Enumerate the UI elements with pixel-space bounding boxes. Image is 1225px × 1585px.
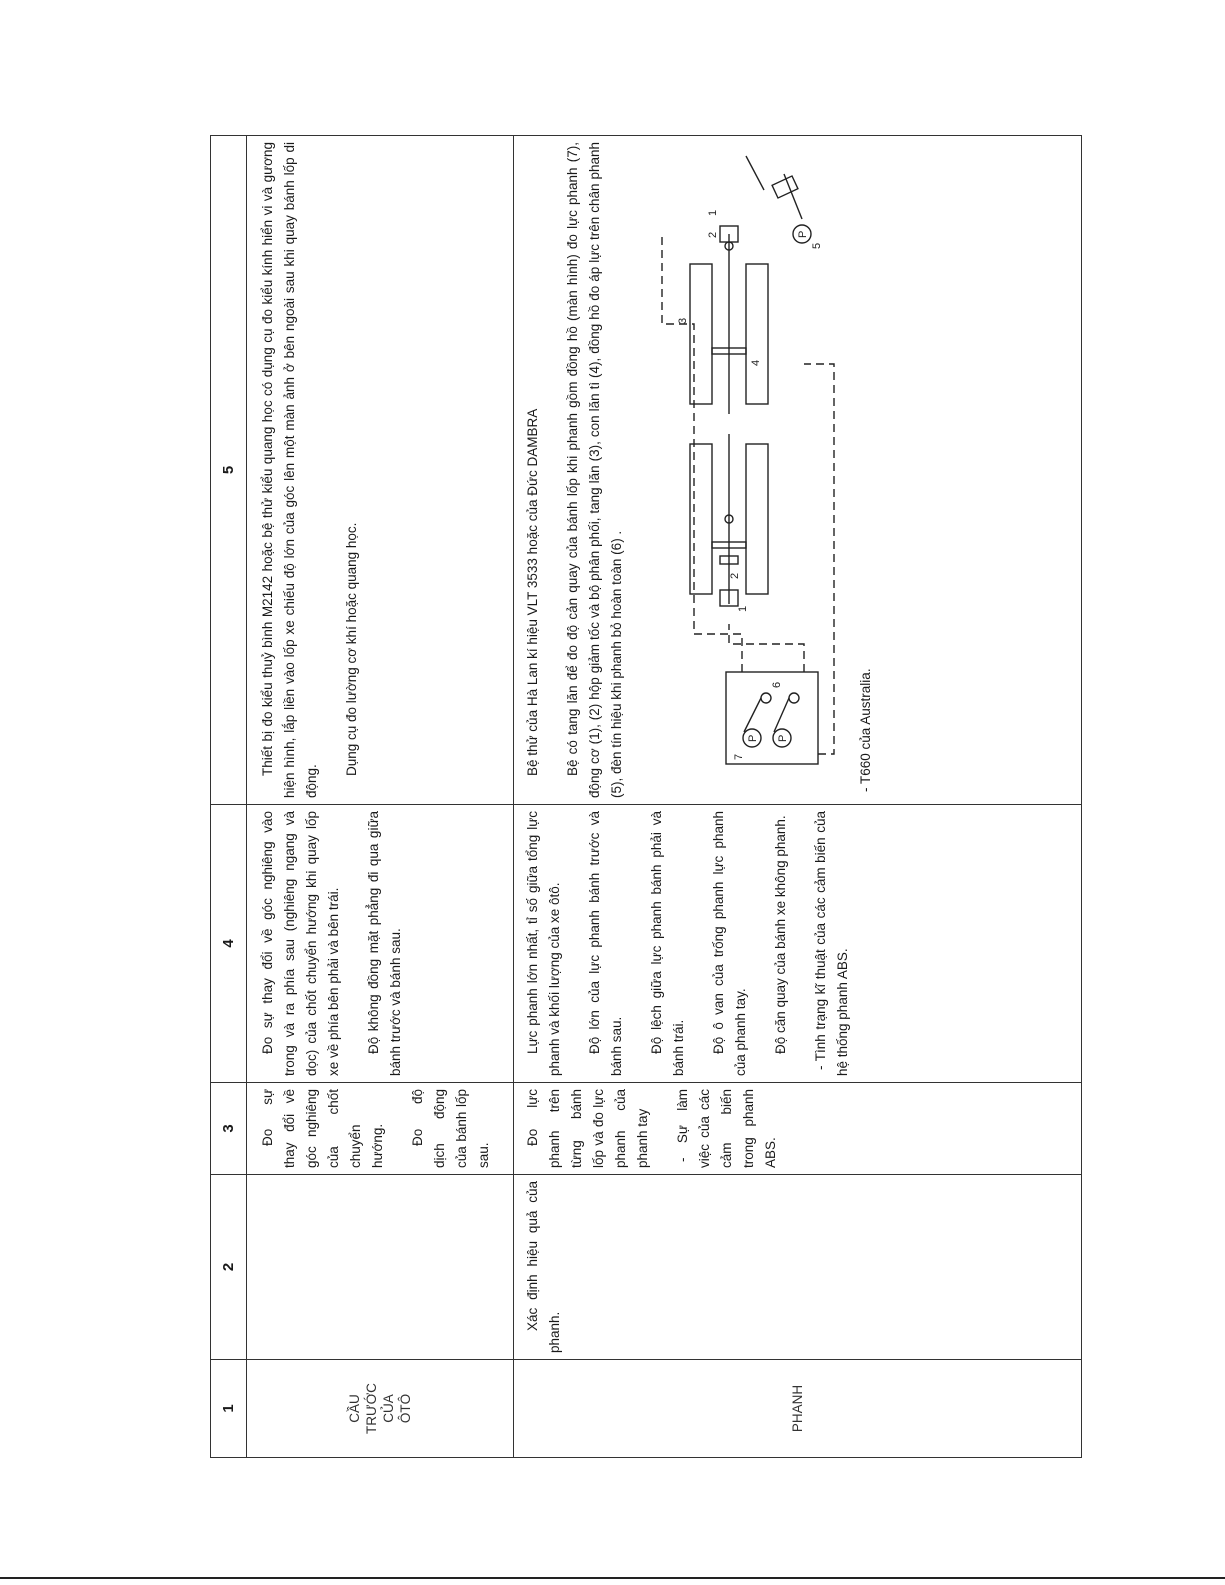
measure-text: Đo sự thay đổi về góc nghiêng của chốt chuyển hướng. [260, 1089, 385, 1168]
group-line: CỦA [381, 1394, 396, 1423]
roller-right-bottom [746, 264, 768, 404]
label-p1: P [747, 734, 759, 742]
group-line: TRƯỚC [364, 1383, 379, 1434]
group-cell-brake [514, 1360, 1082, 1458]
equipment-cell-brake [514, 136, 1082, 805]
roller-right-top [690, 264, 712, 404]
group-line: PHANH [790, 1384, 805, 1433]
measure-cell-front-axle [247, 1083, 514, 1175]
measure-cell-brake [514, 1083, 1082, 1175]
label-2b: 2 [707, 231, 719, 238]
label-p3: P [797, 230, 809, 238]
parameter-text: Độ ô van của trống phanh lực phanh của phanh tay. [711, 811, 748, 1076]
group-cell-front-axle [247, 1360, 514, 1458]
table-row-brake [514, 136, 1082, 1458]
label-2: 2 [729, 572, 741, 579]
label-3: 3 [677, 317, 689, 324]
group-line: ÔTÔ [398, 1393, 413, 1424]
inspection-table [210, 135, 1082, 1458]
label-1: 1 [737, 605, 749, 612]
equipment-text: Bệ có tang lăn để đo độ cản quay của bánh lốp khi phanh gồm đồng hồ (màn hình) đo lực phanh (7), động cơ (1), (2) hộp giảm tốc và bộ phân phối, tang lăn (3), con lăn tì (4), đồng hồ đo áp lực trên chân phanh (5), đèn tín hiệu khi phanh bỏ hoàn toàn (6) . [565, 142, 624, 798]
header-col-5: 5 [211, 136, 247, 805]
label-1b: 1 [707, 209, 719, 216]
equipment-text: Bệ thử của Hà Lan kí hiệu VLT 3533 hoặc của Đức DAMBRA [525, 408, 540, 776]
header-col-4: 4 [211, 805, 247, 1083]
label-7: 7 [733, 753, 745, 760]
parameter-text: Độ căn quay của bánh xe không phanh. [773, 815, 788, 1054]
page-bottom-rule [0, 1577, 1225, 1579]
parameter-text: Độ lệch giữa lực phanh bánh phải và bánh trái. [649, 811, 686, 1076]
header-col-2: 2 [211, 1175, 247, 1360]
label-4: 4 [750, 359, 762, 366]
brake-test-bench-diagram [634, 146, 849, 794]
header-col-3: 3 [211, 1083, 247, 1175]
group-line: CẦU [347, 1394, 362, 1423]
measure-text: Đo độ dịch động của bánh lốp sau. [410, 1089, 491, 1168]
parameter-cell-brake [514, 805, 1082, 1083]
equipment-text: - T660 của Australia. [858, 668, 873, 792]
purpose-text: Xác định hiệu quả của phanh. [525, 1181, 562, 1353]
roller-left-bottom [746, 444, 768, 594]
lamp-6b [789, 693, 799, 703]
header-row [211, 136, 247, 1458]
header-col-1: 1 [211, 1360, 247, 1458]
parameter-text: Độ lớn của lực phanh bánh trước và bánh sau. [587, 811, 624, 1076]
label-p2: P [777, 734, 789, 742]
parameter-text: Độ không đồng mặt phẳng đi qua giữa bánh trước và bánh sau. [366, 811, 403, 1076]
lamp-6a [761, 693, 771, 703]
table-row-front-axle [247, 136, 514, 1458]
roller-left-top [690, 444, 712, 594]
equipment-text: Thiết bị đo kiểu thuỷ bình M2142 hoặc bệ thử kiểu quang học có dụng cụ đo kiểu kính hiển vi và gương hiện hình, lắp liền vào lốp xe chiếu độ lớn của góc lên một màn ảnh ở bên ngoài sau khi quay bánh lốp di động. [260, 142, 319, 798]
equipment-cell-front-axle [247, 136, 514, 805]
purpose-cell-front-axle [247, 1175, 514, 1360]
purpose-cell-brake [514, 1175, 1082, 1360]
rotated-table-page [210, 136, 1082, 1458]
parameter-text: - Tình trạng kĩ thuật của các cảm biến của hệ thống phanh ABS. [813, 811, 850, 1076]
parameter-cell-front-axle [247, 805, 514, 1083]
parameter-text: Đo sự thay đổi về góc nghiêng vào trong và ra phía sau (nghiêng ngang và dọc) của chốt chuyển hướng khi quay lốp xe về phía bên phải và bên trái. [260, 811, 341, 1076]
label-5: 5 [811, 242, 823, 249]
equipment-text: Dụng cụ đo lường cơ khí hoặc quang học. [344, 522, 359, 776]
measure-text: Đo lực phanh trên từng bánh lốp và đo lực phanh của phanh tay [525, 1089, 650, 1168]
label-6: 6 [771, 681, 783, 688]
bench-schematic [634, 154, 849, 794]
measure-text: - Sự làm việc của các cảm biến trong phanh ABS. [675, 1089, 778, 1168]
parameter-text: Lực phanh lớn nhất, tỉ số giữa tổng lực phanh và khối lượng của xe ôtô. [525, 811, 562, 1076]
